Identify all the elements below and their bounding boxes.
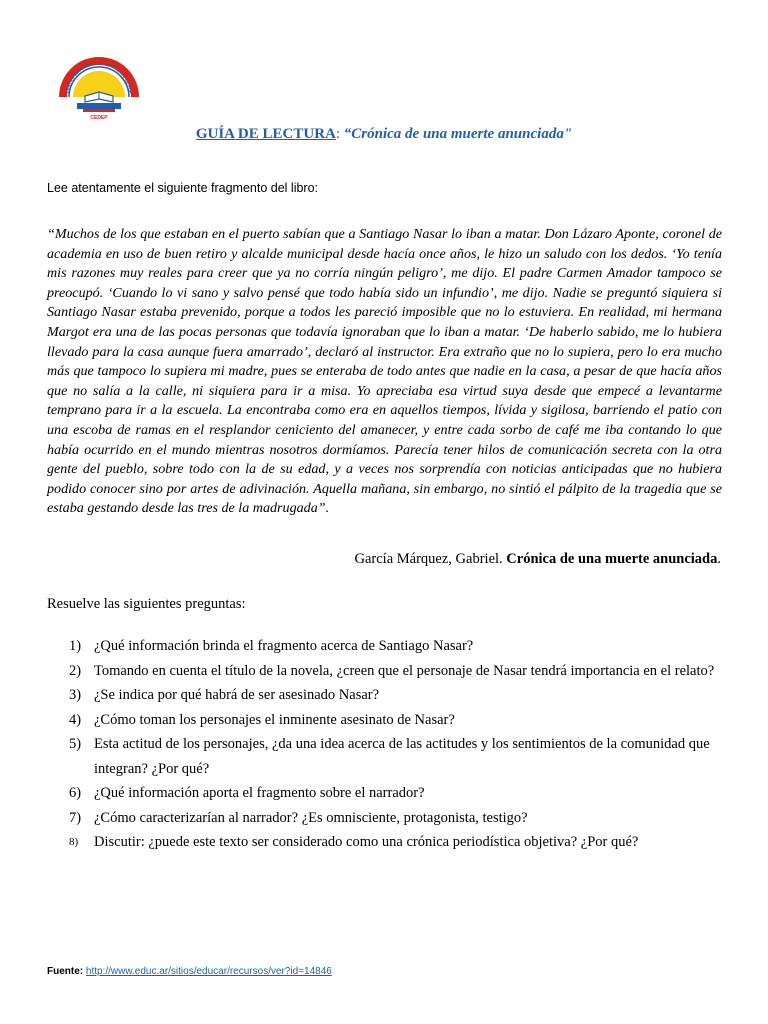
source-label: Fuente: [47,966,86,977]
page-title [0,126,768,143]
citation-author: García Márquez, Gabriel. [354,551,507,567]
question-item [47,634,727,659]
title-main: GUÍA DE LECTURA [195,126,336,142]
question-number: 1) [69,638,82,654]
question-item [47,806,727,831]
question-number: 2) [69,662,82,679]
question-number: 6) [69,785,82,801]
source-footer [47,966,332,977]
question-number: 7) [69,809,82,826]
question-text: Esta actitud de los personajes, ¿da una idea acerca de las actitudes y los sentimientos de la comunidad que integran? ¿Por qué? [94,736,710,777]
question-item [47,659,727,684]
question-text: ¿Cómo caracterizarían al narrador? ¿Es omnisciente, protagonista, testigo? [94,809,528,826]
logo-abbr: CEDEP [90,115,108,121]
question-text: ¿Cómo toman los personajes el inminente asesinato de Nasar? [94,711,455,728]
question-text: ¿Qué información aporta el fragmento sobre el narrador? [94,785,425,801]
question-text: ¿Qué información brinda el fragmento acerca de Santiago Nasar? [94,638,474,654]
question-item [47,830,727,855]
question-text: Tomando en cuenta el título de la novela, ¿creen que el personaje de Nasar tendrá importancia en el relato? [94,662,715,679]
citation [355,551,721,568]
question-number: 4) [69,711,82,728]
citation-end: . [717,551,721,567]
logo-ring-text: CENTRO EDUCACIONAL EVANGÉLICO DE PUE [65,60,133,94]
book-fragment: “Muchos de los que estaban en el puerto sabían que a Santiago Nasar lo iban a matar. Don Lázaro Aponte, coronel de academia en uso de buen retiro y alcalde municipal desde hacía once años, le hizo un saludo con los dedos. ‘Yo tenía mis razones muy reales para creer que ya no corría ningún peligro’, me dijo. El padre Carmen Amador tampoco se preocupó. ‘Cuando lo vi sano y salvo pensé que todo había sido un infundio’, me dijo. Nadie se preguntó siquiera si Santiago Nasar estaba prevenido, porque a todos les pareció imposible que no lo estuviera. En realidad, mi hermana Margot era una de las pocas personas que todavía ignoraban que lo iban a matar. ‘De haberlo sabido, me lo hubiera llevado para la casa aunque fuera amarrado’, declaró al instructor. Era extraño que no lo supiera, pero lo era mucho más que tampoco lo supiera mi madre, pues se enteraba de todo antes que nadie en la casa, a pesar de que hacía años que no salía a la calle, ni siquiera para ir a misa. Yo apreciaba esa virtud suya desde que empecé a levantarme temprano para ir a la escuela. La encontraba como era en aquellos tiempos, lívida y sigilosa, barriendo el patio con una escoba de ramas en el resplandor ceniciento del amanecer, y entre cada sorbo de café me iba contando lo que había ocurrido en el mundo mientras nosotros dormíamos. Parecía tener hilos de comunicación secreta con la otra gente del pueblo, sobre todo con la de su edad, y a veces nos sorprendía con noticias anticipadas que no hubiera podido conocer sino por artes de adivinación. Aquella mañana, sin embargo, no sintió el pálpito de la tragedia que se estaba gestando desde las tres de la madrugada”. [47,226,722,517]
questions-list [47,634,727,855]
question-number: 8) [69,836,79,848]
school-logo [57,49,141,121]
question-item [47,708,727,733]
source-link[interactable]: http://www.educ.ar/sitios/educar/recursos/ver?id=14846 [85,966,332,977]
question-item [47,781,727,806]
question-item [47,732,727,781]
title-subtitle: “Crónica de una muerte anunciada" [343,126,573,142]
citation-book: Crónica de una muerte anunciada [506,551,718,567]
question-number: 3) [69,687,82,703]
question-text: Discutir: ¿puede este texto ser considerado como una crónica periodística objetiva? ¿Por qué? [94,834,639,850]
reading-instruction: Lee atentamente el siguiente fragmento del libro: [47,181,319,195]
question-item [47,683,727,708]
question-number: 5) [69,736,82,752]
question-text: ¿Se indica por qué habrá de ser asesinado Nasar? [94,687,380,703]
questions-heading: Resuelve las siguientes preguntas: [47,596,246,612]
title-separator: : [335,126,344,142]
